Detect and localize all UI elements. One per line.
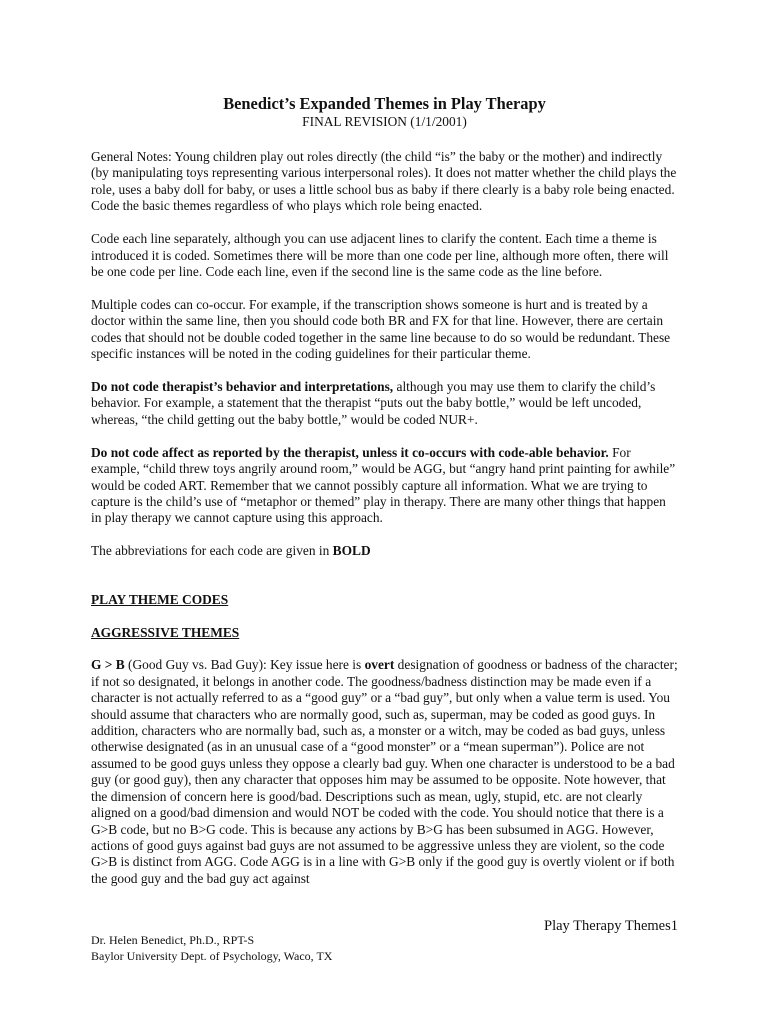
footer-author-block xyxy=(91,933,332,964)
document-title: Benedict’s Expanded Themes in Play Therapy xyxy=(223,94,546,113)
paragraph-abbreviations xyxy=(91,543,678,559)
paragraph-therapist-behavior xyxy=(91,379,678,428)
footer-author: Dr. Helen Benedict, Ph.D., RPT-S xyxy=(91,933,255,947)
document-subtitle: FINAL REVISION (1/1/2001) xyxy=(302,114,467,129)
abbreviations-text: The abbreviations for each code are given in xyxy=(91,543,333,559)
paragraph-affect xyxy=(91,445,678,527)
page-footer-label: Play Therapy Themes1 xyxy=(544,918,678,934)
code-g-b: G > B xyxy=(91,657,125,673)
affect-text: For example, “child threw toys angrily around room,” would be AGG, but “angry hand print painting for awhile” would be coded ART. Remember that we cannot possibly capture all information. What we are trying to capture is the child’s use of “metaphor or themed” play in therapy. There are many other things that happen in play therapy we cannot capture using this approach. xyxy=(91,444,676,526)
paragraph-code-each-line: Code each line separately, although you can use adjacent lines to clarify the content. Each time a theme is introduced it is coded. Sometimes there will be more than one code per line, although more often, there will be one code per line. Code each line, even if the second line is the same code as the line before. xyxy=(91,231,669,279)
footer-affiliation: Baylor University Dept. of Psychology, Waco, TX xyxy=(91,948,333,963)
affect-rule: Do not code affect as reported by the therapist, unless it co-occurs with code-able behavior. xyxy=(91,444,609,460)
paragraph-general-notes: General Notes: Young children play out roles directly (the child “is” the baby or the mother) and indirectly (by manipulating toys representing various interpersonal roles). It does not matter whether the child plays the role, uses a baby doll for baby, or uses a little school bus as baby if there clearly is a baby role being enacted. Code the basic themes regardless of who plays which role being enacted. xyxy=(91,149,677,214)
paragraph-multiple-codes: Multiple codes can co-occur. For example, if the transcription shows someone is hurt and is treated by a doctor within the same line, then you should code both BR and FX for that line. However, there are certain codes that should not be double coded together in the same line because to do so would be redundant. These specific instances will be noted in the coding guidelines for their particular theme. xyxy=(91,296,671,362)
overt-emphasis: overt xyxy=(364,657,395,673)
document-body xyxy=(91,94,678,904)
heading-play-theme-codes: PLAY THEME CODES xyxy=(91,591,229,607)
paragraph-good-vs-bad xyxy=(91,657,678,887)
abbreviations-bold: BOLD xyxy=(332,543,371,559)
good-vs-bad-text-a: (Good Guy vs. Bad Guy): Key issue here is xyxy=(124,657,365,673)
heading-aggressive-themes: AGGRESSIVE THEMES xyxy=(91,624,240,640)
therapist-behavior-rule: Do not code therapist’s behavior and interpretations, xyxy=(91,378,394,394)
therapist-behavior-text: although you may use them to clarify the child’s behavior. For example, a statement that the therapist “puts out the baby bottle,” would be left uncoded, whereas, “the child getting out the baby bottle,” would be coded NUR+. xyxy=(91,378,656,427)
good-vs-bad-text-b: designation of goodness or badness of the character; if not so designated, it belongs in another code. The goodness/badness distinction may be made even if a character is not actually referred to as a “good guy” or a “bad guy”, but only when a value term is used. You should assume that characters who are normally good, such as, superman, may be coded as good guys. In addition, characters who are normally bad, such as, a monster or a witch, may be coded as bad guys, unless otherwise designated (as in an unusual case of a “good monster” or a “mean superman”). Police are not assumed to be good guys unless they oppose a clearly bad guy. When one character is understood to be a bad guy (or good guy), then any character that opposes him may be assumed to be opposite. Note however, that the dimension of concern here is good/bad. Descriptions such as mean, ugly, stupid, etc. are not clearly aligned on a good/bad dimension and would NOT be coded with the code. You should notice that there is a G>B code, but no B>G code. This is because any actions by B>G has been subsumed in AGG. However, actions of good guys against bad guys are not assumed to be aggressive unless they are violent, so the code G>B is distinct from AGG. Code AGG is in a line with G>B only if the good guy is overtly violent or if both the good guy and the bad guy act against xyxy=(91,657,678,886)
